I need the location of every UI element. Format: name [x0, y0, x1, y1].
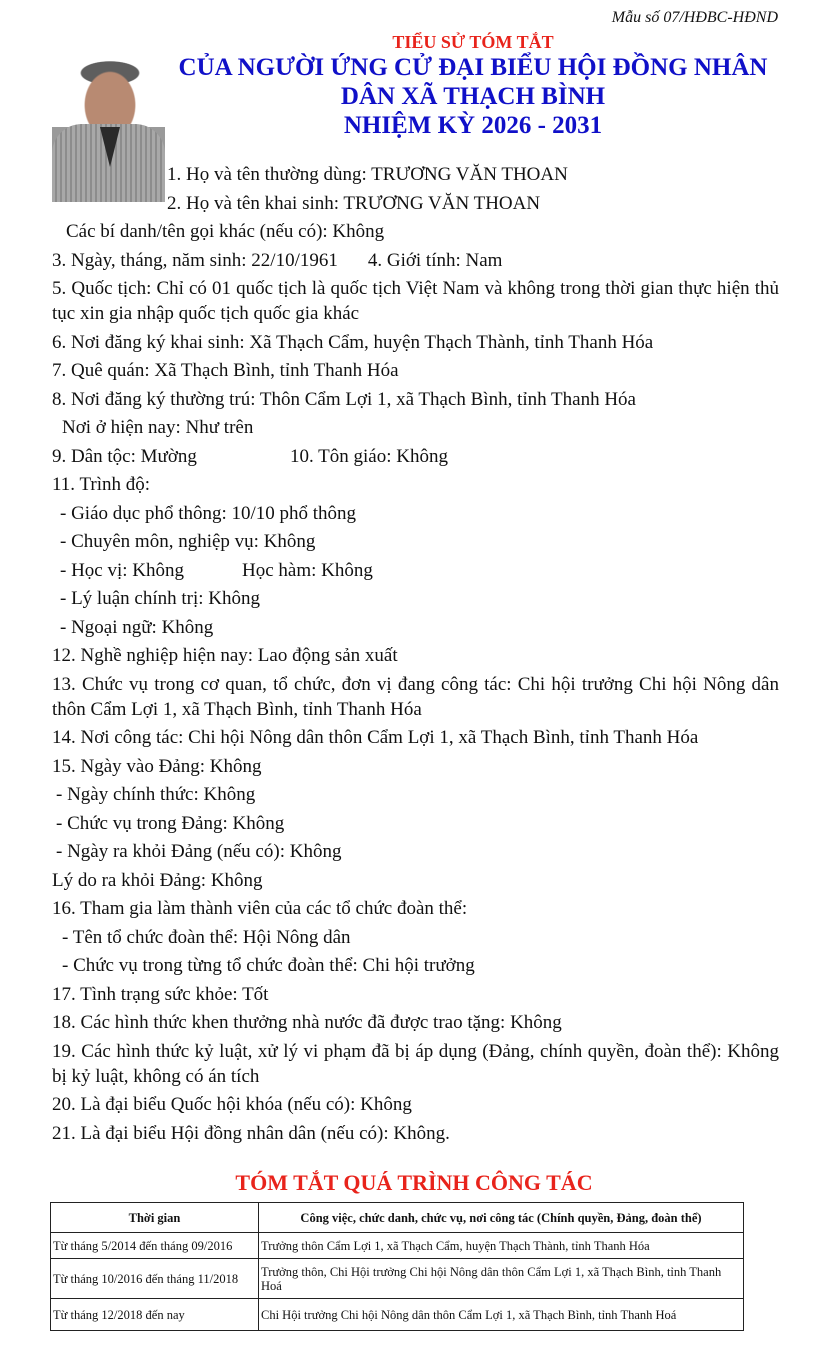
field-ethnicity: 9. Dân tộc: Mường	[52, 445, 197, 467]
cell-work: Trưởng thôn, Chi Hội trưởng Chi hội Nông dân thôn Cẩm Lợi 1, xã Thạch Bình, tỉnh Thanh Hoá	[259, 1259, 744, 1299]
field-birth-registration: 6. Nơi đăng ký khai sinh: Xã Thạch Cẩm, huyện Thạch Thành, tỉnh Thanh Hóa	[52, 331, 654, 353]
field-hometown: 7. Quê quán: Xã Thạch Bình, tỉnh Thanh Hóa	[52, 360, 399, 381]
field-party-official: - Ngày chính thức: Không	[56, 784, 256, 805]
field-dob: 3. Ngày, tháng, năm sinh: 22/10/1961	[52, 249, 338, 271]
field-academic-title: Học hàm: Không	[242, 559, 373, 581]
field-national-assembly: 20. Là đại biểu Quốc hội khóa (nếu có): Không	[52, 1094, 412, 1115]
field-organization-name: - Tên tổ chức đoàn thể: Hội Nông dân	[62, 926, 351, 948]
field-common-name: 1. Họ và tên thường dùng: TRƯƠNG VĂN THOAN	[167, 164, 568, 185]
field-workplace: 14. Nơi công tác: Chi hội Nông dân thôn Cẩm Lợi 1, xã Thạch Bình, tỉnh Thanh Hóa	[52, 727, 699, 748]
title-line-1: TIỂU SỬ TÓM TẮT	[392, 32, 554, 52]
field-organization-position: - Chức vụ trong từng tổ chức đoàn thể: Chi hội trưởng	[62, 955, 475, 976]
work-history-table	[50, 1202, 744, 1331]
field-discipline: 19. Các hình thức kỷ luật, xử lý vi phạm đã bị áp dụng (Đảng, chính quyền, đoàn thể): Không bị kỷ luật, không có án tích	[52, 1040, 779, 1087]
cell-time: Từ tháng 10/2016 đến tháng 11/2018	[51, 1259, 259, 1299]
field-birth-name: 2. Họ và tên khai sinh: TRƯƠNG VĂN THOAN	[167, 192, 541, 214]
title-line-3: DÂN XÃ THẠCH BÌNH	[340, 83, 606, 110]
field-dob-gender	[52, 248, 779, 273]
field-party-leave: - Ngày ra khỏi Đảng (nếu có): Không	[56, 841, 342, 862]
cell-time: Từ tháng 12/2018 đến nay	[51, 1299, 259, 1331]
field-party-position: - Chức vụ trong Đảng: Không	[56, 812, 285, 834]
title-line-2: CỦA NGƯỜI ỨNG CỬ ĐẠI BIỂU HỘI ĐỒNG NHÂN	[178, 54, 768, 81]
field-foreign-language: - Ngoại ngữ: Không	[60, 616, 214, 638]
field-party-join: 15. Ngày vào Đảng: Không	[52, 755, 262, 777]
table-row	[51, 1259, 744, 1299]
title-line-4: NHIỆM KỲ 2026 - 2031	[343, 112, 603, 139]
field-aliases: Các bí danh/tên gọi khác (nếu có): Không	[66, 221, 385, 242]
field-nationality: 5. Quốc tịch: Chỉ có 01 quốc tịch là quốc tịch Việt Nam và không trong thời gian thực hiện thủ tục xin gia nhập quốc tịch quốc gia khác	[52, 278, 779, 324]
field-party-leave-reason: Lý do ra khỏi Đảng: Không	[52, 869, 263, 891]
field-position: 13. Chức vụ trong cơ quan, tổ chức, đơn vị đang công tác: Chi hội trưởng Chi hội Nông dân thôn Cẩm Lợi 1, xã Thạch Bình, tỉnh Thanh Hóa	[52, 673, 779, 720]
cell-time: Từ tháng 5/2014 đến tháng 09/2016	[51, 1233, 259, 1259]
header-work: Công việc, chức danh, chức vụ, nơi công tác (Chính quyền, Đảng, đoàn thể)	[259, 1203, 744, 1233]
document-title	[175, 31, 771, 140]
header-time: Thời gian	[51, 1203, 259, 1233]
field-occupation: 12. Nghề nghiệp hiện nay: Lao động sản xuất	[52, 645, 398, 666]
field-current-address: Nơi ở hiện nay: Như trên	[62, 417, 254, 438]
field-degree: - Học vị: Không	[60, 559, 185, 581]
field-ethnicity-religion	[52, 444, 779, 469]
work-history-title: TÓM TẮT QUÁ TRÌNH CÔNG TÁC	[235, 1170, 593, 1195]
form-number: Mẫu số 07/HĐBC-HĐND	[611, 9, 778, 26]
field-organizations: 16. Tham gia làm thành viên của các tổ chức đoàn thể:	[52, 898, 468, 919]
field-general-education: - Giáo dục phổ thông: 10/10 phổ thông	[60, 502, 357, 524]
biography-body	[52, 162, 779, 1149]
table-row	[51, 1233, 744, 1259]
field-peoples-council: 21. Là đại biểu Hội đồng nhân dân (nếu có): Không.	[52, 1122, 450, 1144]
field-awards: 18. Các hình thức khen thưởng nhà nước đã được trao tặng: Không	[52, 1012, 562, 1033]
cell-work: Trưởng thôn Cẩm Lợi 1, xã Thạch Cẩm, huyện Thạch Thành, tỉnh Thanh Hóa	[259, 1233, 744, 1259]
cell-work: Chi Hội trưởng Chi hội Nông dân thôn Cẩm Lợi 1, xã Thạch Bình, tỉnh Thanh Hoá	[259, 1299, 744, 1331]
field-profession: - Chuyên môn, nghiệp vụ: Không	[60, 531, 316, 552]
field-degree-title	[52, 558, 779, 583]
field-health: 17. Tình trạng sức khỏe: Tốt	[52, 983, 269, 1005]
field-gender: 4. Giới tính: Nam	[367, 249, 503, 271]
table-header-row	[51, 1203, 744, 1233]
field-religion: 10. Tôn giáo: Không	[290, 445, 448, 467]
field-education-heading: 11. Trình độ:	[52, 474, 151, 495]
field-political-theory: - Lý luận chính trị: Không	[60, 588, 260, 609]
table-row	[51, 1299, 744, 1331]
field-residence: 8. Nơi đăng ký thường trú: Thôn Cẩm Lợi 1, xã Thạch Bình, tỉnh Thanh Hóa	[52, 388, 636, 410]
